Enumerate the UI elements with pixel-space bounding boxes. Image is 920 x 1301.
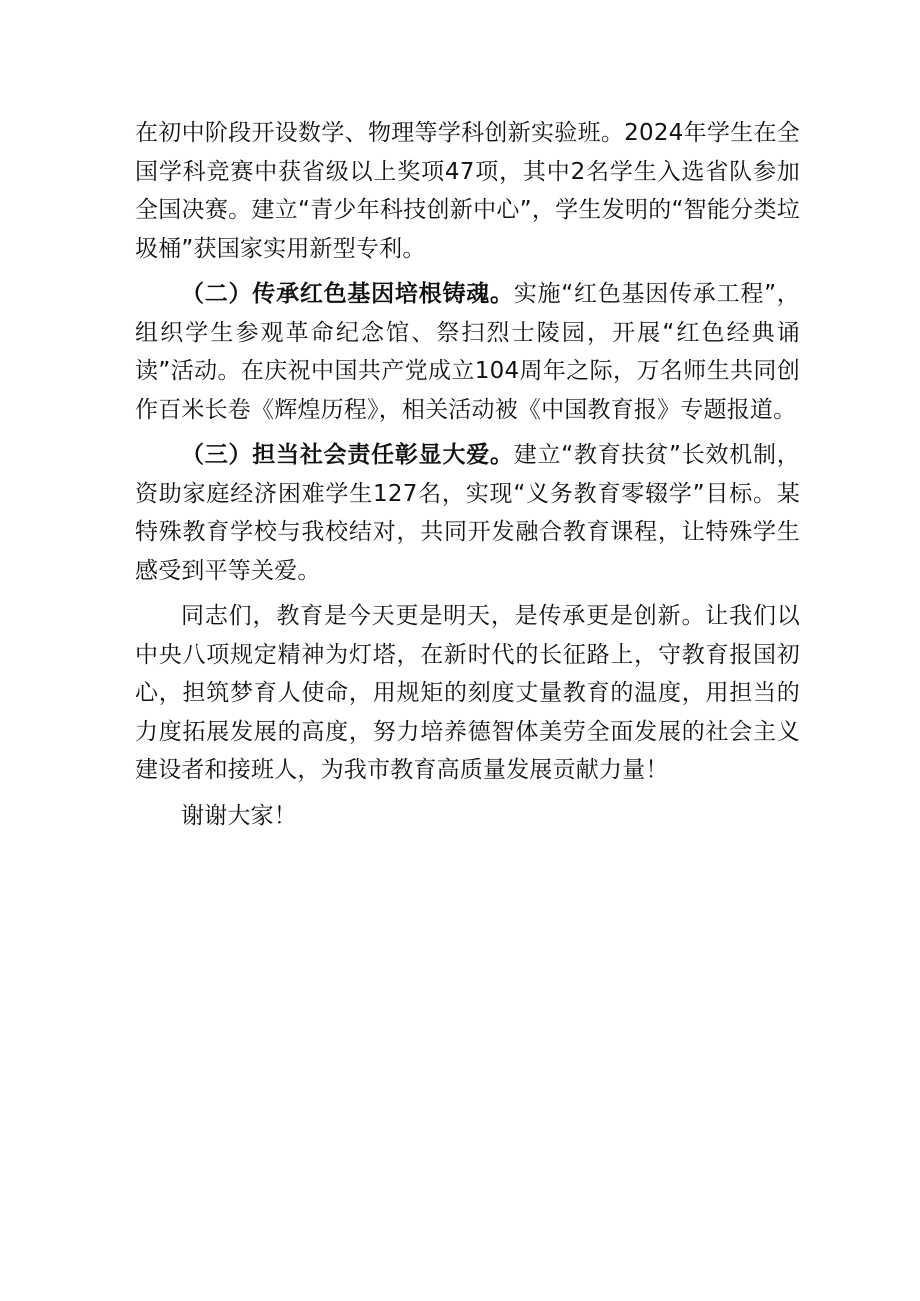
paragraph-text: 实施“红色基因传承工程”，组织学生参观革命纪念馆、祭扫烈士陵园，开展“红色经典诵读”活动。在庆祝中国共产党成立104周年之际，万名师生共同创作百米长卷《辉煌历程》，相关活动被《中国教育报》专题报道。	[135, 281, 800, 423]
paragraph-section-two	[135, 275, 800, 429]
paragraph-continuation	[135, 114, 800, 268]
paragraph-closing	[135, 597, 800, 790]
paragraph-section-three	[135, 436, 800, 590]
section-heading: （二）传承红色基因培根铸魂。	[181, 281, 514, 307]
document-page	[135, 114, 800, 835]
paragraph-thanks	[135, 797, 800, 836]
paragraph-text: 在初中阶段开设数学、物理等学科创新实验班。2024年学生在全国学科竞赛中获省级以上奖项47项，其中2名学生入选省队参加全国决赛。建立“青少年科技创新中心”，学生发明的“智能分类垃圾桶”获国家实用新型专利。	[135, 120, 800, 262]
paragraph-text: 同志们，教育是今天更是明天，是传承更是创新。让我们以中央八项规定精神为灯塔，在新时代的长征路上，守教育报国初心，担筑梦育人使命，用规矩的刻度丈量教育的温度，用担当的力度拓展发展的高度，努力培养德智体美劳全面发展的社会主义建设者和接班人，为我市教育高质量发展贡献力量！	[135, 603, 800, 783]
section-heading: （三）担当社会责任彰显大爱。	[181, 442, 514, 468]
paragraph-text: 建立“教育扶贫”长效机制，资助家庭经济困难学生127名，实现“义务教育零辍学”目标。某特殊教育学校与我校结对，共同开发融合教育课程，让特殊学生感受到平等关爱。	[135, 442, 800, 584]
paragraph-text: 谢谢大家！	[181, 802, 297, 829]
